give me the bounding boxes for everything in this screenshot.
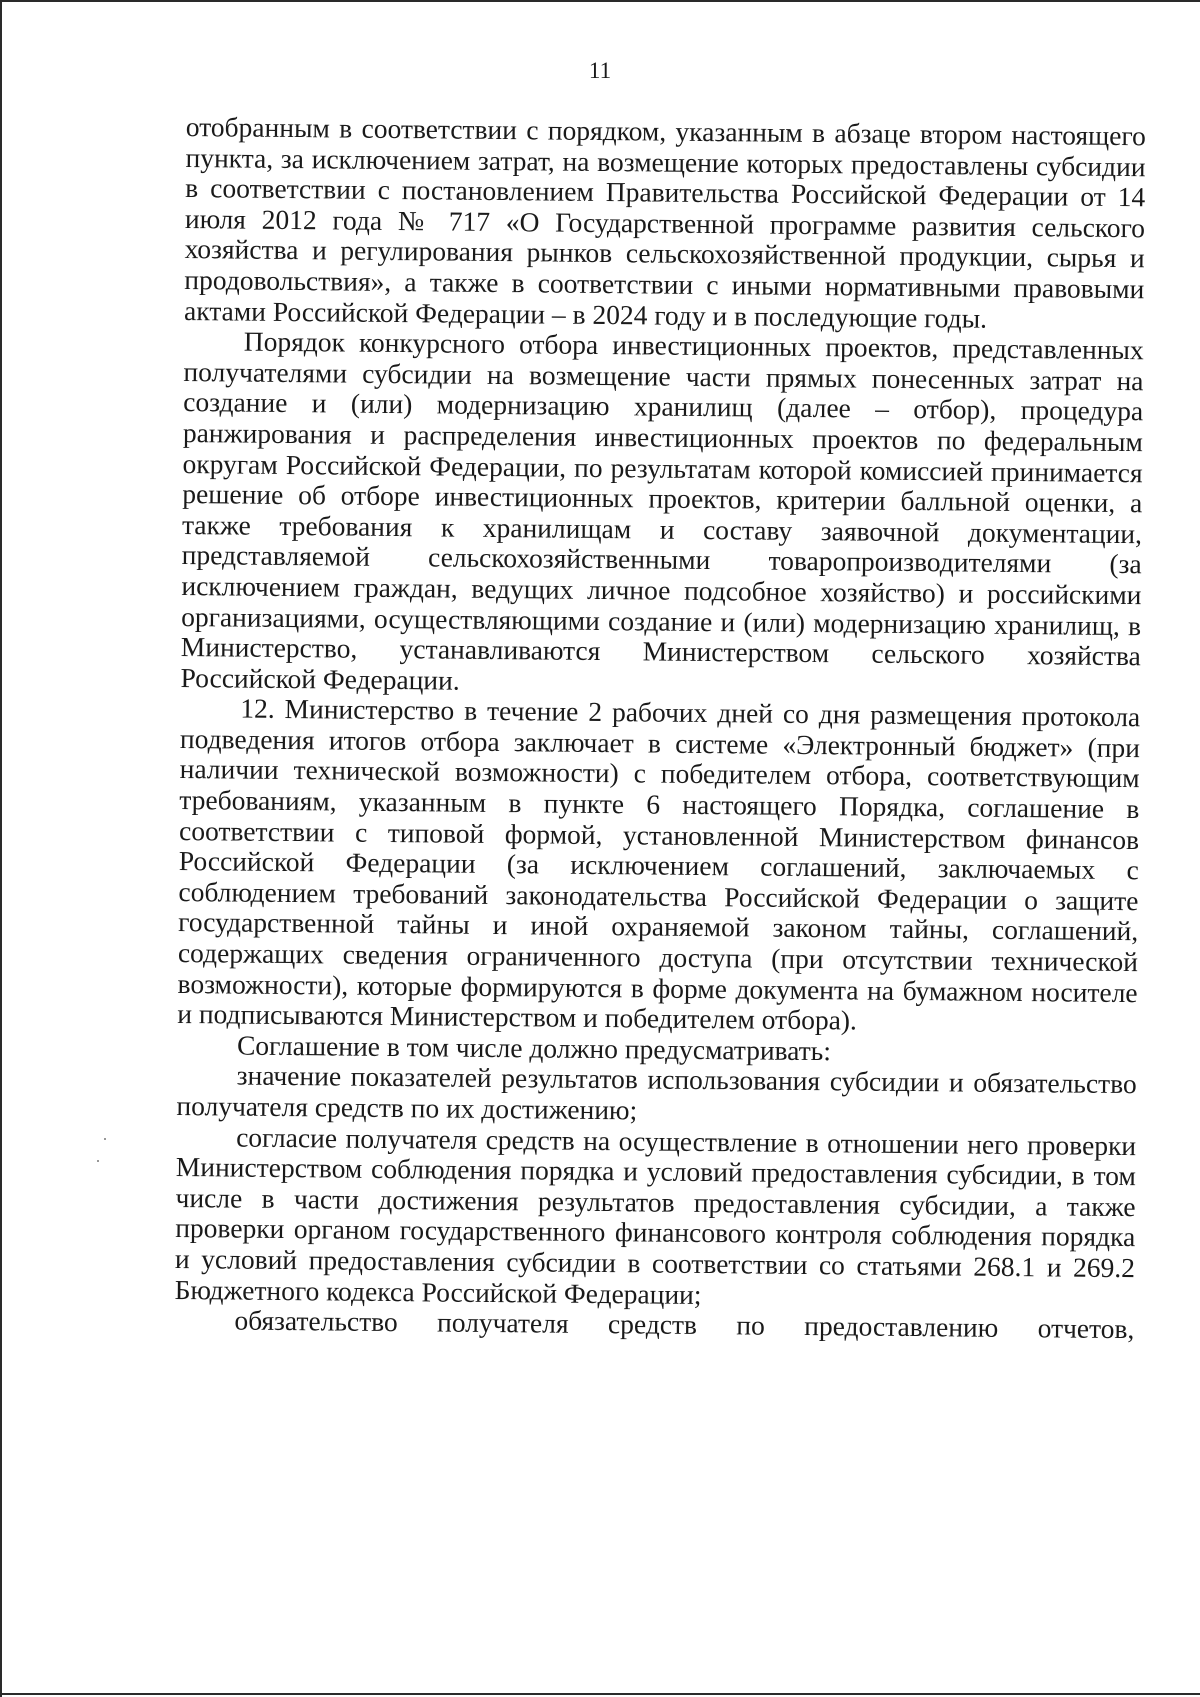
- scan-speck: [104, 1138, 106, 1140]
- paragraph-indicators: значение показателей результатов использования субсидии и обязательство получателя средств по их достижению;: [176, 1059, 1137, 1126]
- paragraph-continuation: отобранным в соответствии с порядком, указанным в абзаце втором настоящего пункта, за исключением затрат, на возмещение которых предоставлены субсидии в соответствии с постановлением Правительства Российской Федерации от 14 июля 2012 года № 717 «О Государственной программе развития сельского хозяйства и регулирования рынков сельскохозяйственной продукции, сырья и продовольствия», а также в соответствии с иными нормативными правовыми актами Российской Федерации – в 2024 году и в последующие годы.: [183, 111, 1146, 334]
- paragraph-selection-procedure: Порядок конкурсного отбора инвестиционных проектов, представленных получателями субсидии на возмещение части прямых понесенных затрат на создание и (или) модернизацию хранилищ (далее – отбор), процедура ранжирования и распределения инвестиционных проектов по федеральным округам Российской Федерации, по результатам которой комиссией принимается решение об отборе инвестиционных проектов, критерии балльной оценки, а также требования к хранилищам и составу заявочной документации, представляемой сельскохозяйственными товаропроизводителями (за исключением граждан, ведущих личное подсобное хозяйство) и российскими организациями, осуществляющими создание и (или) модернизацию хранилищ, в Министерство, устанавливаются Министерством сельского хозяйства Российской Федерации.: [180, 325, 1144, 696]
- paragraph-agreement-terms: Соглашение в том числе должно предусматривать:: [236, 1029, 832, 1067]
- paragraph-clause-12: 12. Министерство в течение 2 рабочих дней со дня размещения протокола подведения итогов отбора заключает в системе «Электронный бюджет» (при наличии технической возможности) с победителем отбора, соответствующим требованиям, указанным в пункте 6 настоящего Порядка, соглашение в соответствии с типовой формой, установленной Министерством финансов Российской Федерации (за исключением соглашений, заключаемых с соблюдением требований законодательства Российской Федерации о защите государственной тайны и иной охраняемой законом тайны, соглашений, содержащих сведения ограниченного доступа (при отсутствии технической возможности), которые формируются в форме документа на бумажном носителе и подписываются Министерством и победителем отбора).: [177, 692, 1141, 1036]
- page-number: 11: [588, 58, 612, 83]
- scan-edge-bottom: [0, 1693, 1200, 1695]
- paragraph-obligation-reports: обязательство получателя средств по предоставлению отчетов,: [234, 1304, 1135, 1345]
- paragraph-consent: согласие получателя средств на осуществление в отношении него проверки Министерством соблюдения порядка и условий предоставления субсидии, в том числе в части достижения результатов предоставления субсидии, а также проверки органом государственного финансового контроля соблюдения порядка и условий предоставления субсидии в соответствии со статьями 268.1 и 269.2 Бюджетного кодекса Российской Федерации;: [174, 1121, 1137, 1310]
- scan-speck: [97, 1160, 99, 1162]
- document-body: [174, 112, 1146, 1345]
